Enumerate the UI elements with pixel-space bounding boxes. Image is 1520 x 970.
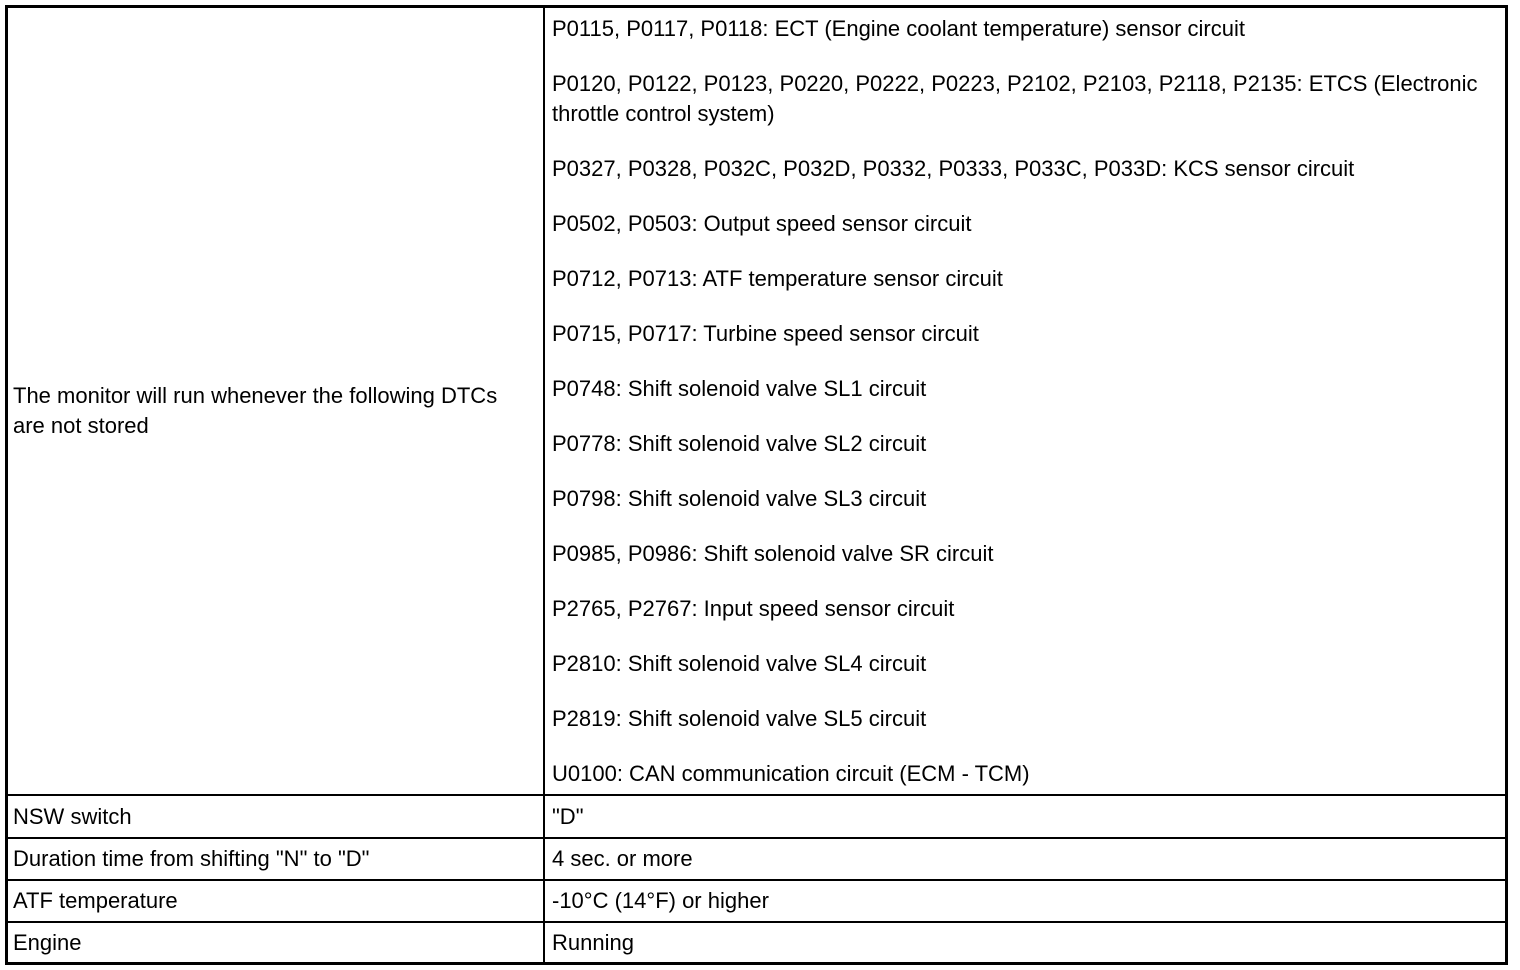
- dtc-item: P2819: Shift solenoid valve SL5 circuit: [552, 706, 927, 731]
- condition-label: The monitor will run whenever the following DTCs are not stored: [13, 383, 498, 438]
- condition-label-cell: [8, 8, 545, 794]
- dtc-item: P0502, P0503: Output speed sensor circuit: [552, 211, 972, 236]
- dtc-item: P2810: Shift solenoid valve SL4 circuit: [552, 651, 927, 676]
- row-value: Running: [552, 929, 634, 955]
- table-row-dtc-conditions: [8, 8, 1505, 796]
- dtc-item: P0778: Shift solenoid valve SL2 circuit: [552, 431, 927, 456]
- table-row-nsw-switch: [8, 796, 1505, 839]
- dtc-item: P0120, P0122, P0123, P0220, P0222, P0223, P2102, P2103, P2118, P2135: ETCS (Electronic throttle control system): [552, 71, 1478, 126]
- dtc-item: P0715, P0717: Turbine speed sensor circuit: [552, 321, 979, 346]
- dtc-item: P0712, P0713: ATF temperature sensor circuit: [552, 266, 1003, 291]
- row-value: 4 sec. or more: [552, 846, 693, 871]
- row-label: ATF temperature: [8, 881, 545, 921]
- dtc-item: P2765, P2767: Input speed sensor circuit: [552, 596, 955, 621]
- dtc-item: U0100: CAN communication circuit (ECM - TCM): [552, 761, 1030, 786]
- dtc-item: P0115, P0117, P0118: ECT (Engine coolant temperature) sensor circuit: [552, 16, 1245, 41]
- table-row-engine: [8, 923, 1505, 962]
- row-label: Duration time from shifting "N" to "D": [8, 839, 545, 879]
- dtc-item: P0798: Shift solenoid valve SL3 circuit: [552, 486, 927, 511]
- dtc-list-cell: [545, 8, 1505, 794]
- row-value: "D": [552, 803, 584, 829]
- dtc-item: P0327, P0328, P032C, P032D, P0332, P0333, P033C, P033D: KCS sensor circuit: [552, 156, 1355, 181]
- dtc-item: P0985, P0986: Shift solenoid valve SR circuit: [552, 541, 994, 566]
- row-label: NSW switch: [8, 796, 545, 837]
- conditions-table: [5, 5, 1508, 965]
- table-row-duration: [8, 839, 1505, 881]
- row-label: Engine: [8, 923, 545, 962]
- table-row-atf-temperature: [8, 881, 1505, 923]
- row-value: -10°C (14°F) or higher: [552, 888, 769, 913]
- dtc-item: P0748: Shift solenoid valve SL1 circuit: [552, 376, 927, 401]
